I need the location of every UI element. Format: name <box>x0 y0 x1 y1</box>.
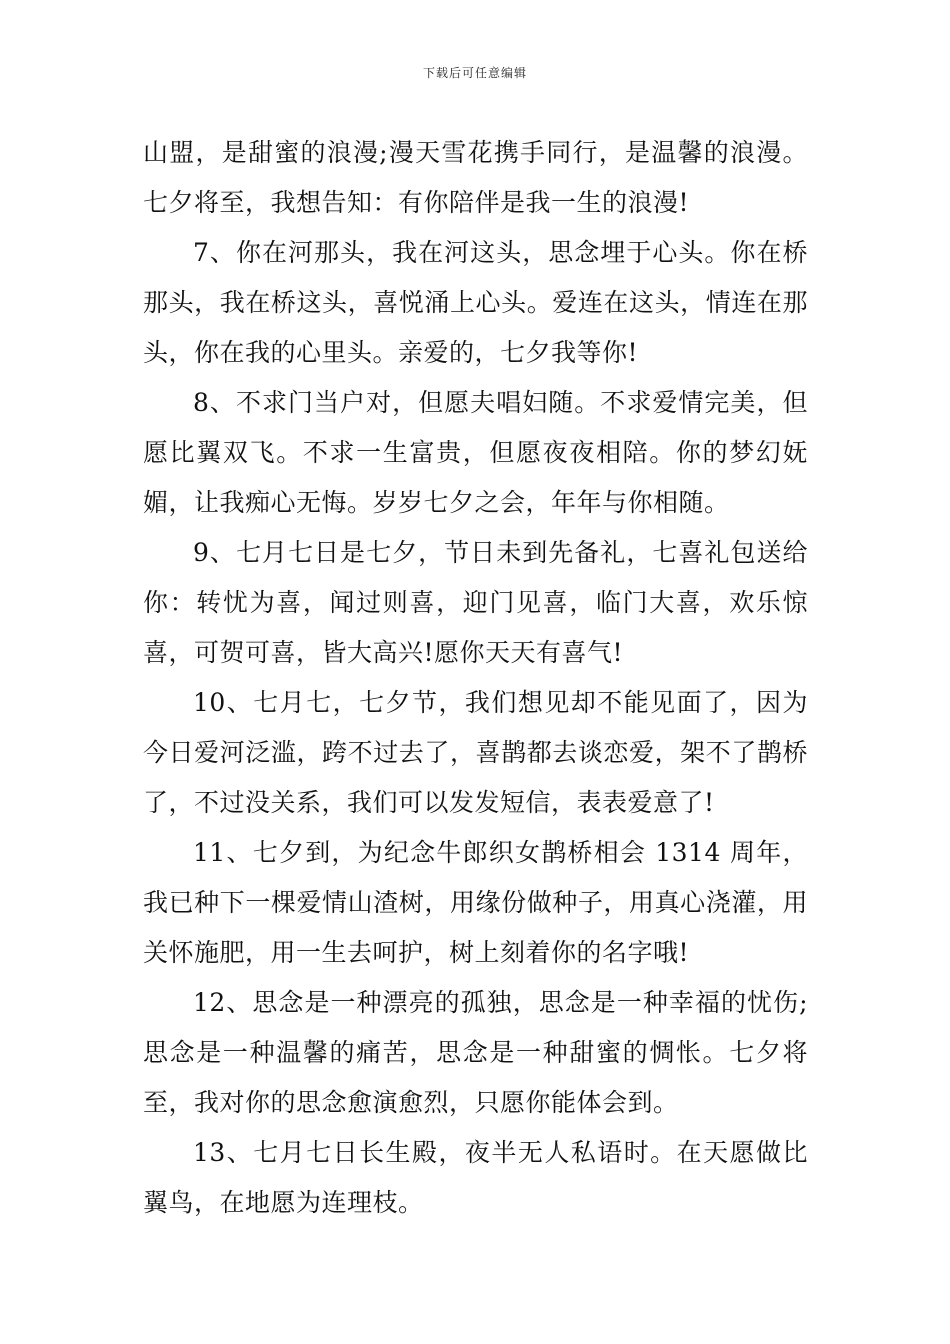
page-header-note: 下载后可任意编辑 <box>422 66 527 80</box>
document-body <box>143 128 808 1228</box>
paragraph-item-8: 8、不求门当户对，但愿夫唱妇随。不求爱情完美，但愿比翼双飞。不求一生富贵，但愿夜夜相陪。你的梦幻妩媚，让我痴心无悔。岁岁七夕之会，年年与你相随。 <box>143 388 808 517</box>
paragraph-item-10: 10、七月七，七夕节，我们想见却不能见面了，因为今日爱河泛滥，跨不过去了，喜鹊都去谈恋爱，架不了鹊桥了，不过没关系，我们可以发发短信，表表爱意了! <box>143 688 808 817</box>
paragraph-item-9: 9、七月七日是七夕，节日未到先备礼，七喜礼包送给你：转忧为喜，闻过则喜，迎门见喜，临门大喜，欢乐惊喜，可贺可喜，皆大高兴!愿你天天有喜气! <box>143 538 808 667</box>
paragraph-item-11: 11、七夕到，为纪念牛郎织女鹊桥相会 1314 周年，我已种下一棵爱情山渣树，用缘份做种子，用真心浇灌，用关怀施肥，用一生去呵护，树上刻着你的名字哦! <box>143 838 808 967</box>
paragraph-item-7: 7、你在河那头，我在河这头，思念埋于心头。你在桥那头，我在桥这头，喜悦涌上心头。爱连在这头，情连在那头，你在我的心里头。亲爱的，七夕我等你! <box>143 238 808 367</box>
paragraph-item-13: 13、七月七日长生殿，夜半无人私语时。在天愿做比翼鸟，在地愿为连理枝。 <box>143 1138 808 1217</box>
paragraph-item-12: 12、思念是一种漂亮的孤独，思念是一种幸福的忧伤;思念是一种温馨的痛苦，思念是一种甜蜜的惆怅。七夕将至，我对你的思念愈演愈烈，只愿你能体会到。 <box>143 988 808 1117</box>
paragraph-continuation: 山盟，是甜蜜的浪漫;漫天雪花携手同行，是温馨的浪漫。七夕将至，我想告知：有你陪伴是我一生的浪漫! <box>143 138 808 217</box>
